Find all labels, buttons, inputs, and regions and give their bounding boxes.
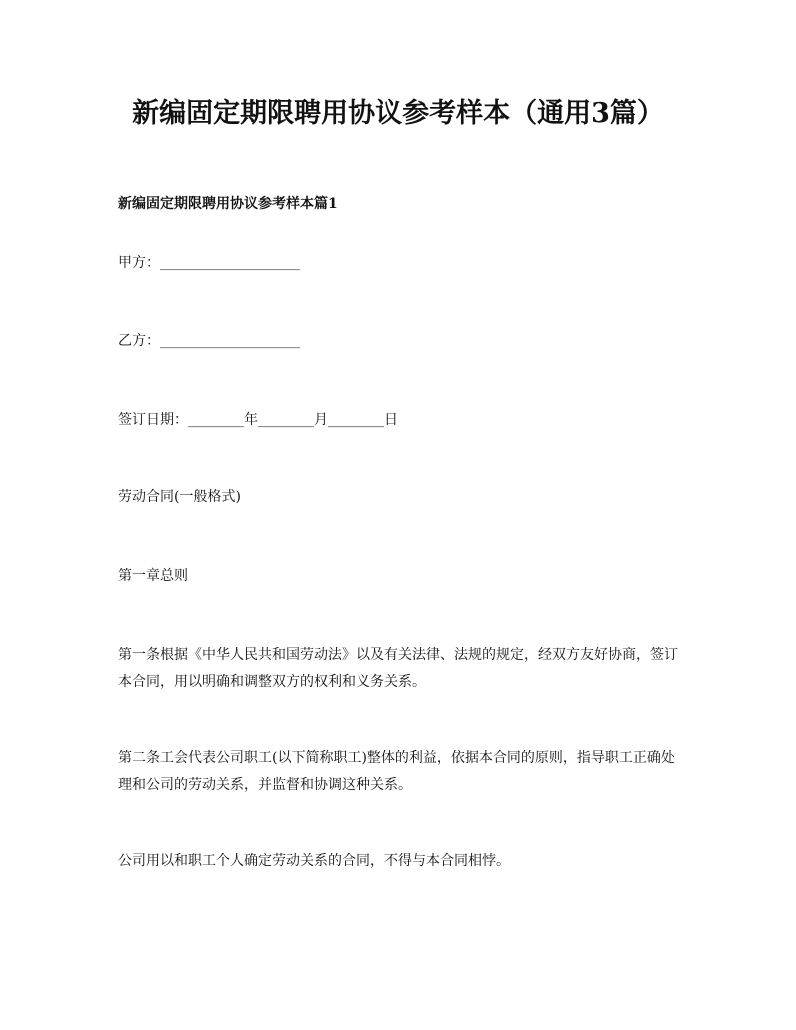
section-heading: 新编固定期限聘用协议参考样本篇1 [118,196,338,212]
clause-note-paragraph: 公司用以和职工个人确定劳动关系的合同，不得与本合同相悖。 [118,853,510,869]
party-b-line: 乙方：____________________ [118,333,300,349]
party-a-line: 甲方：____________________ [118,255,300,271]
article-2-paragraph: 第二条工会代表公司职工(以下简称职工)整体的利益，依据本合同的原则，指导职工正确处理和公司的劳动关系，并监督和协调这种关系。 [118,750,675,793]
contract-type-heading: 劳动合同(一般格式) [118,489,241,505]
chapter-heading: 第一章总则 [118,568,188,584]
signing-date-line: 签订日期：________年________月________日 [118,412,398,428]
document-title: 新编固定期限聘用协议参考样本（通用3篇） [132,98,664,129]
article-1-paragraph: 第一条根据《中华人民共和国劳动法》以及有关法律、法规的规定，经双方友好协商，签订本合同，用以明确和调整双方的权利和义务关系。 [118,647,678,690]
